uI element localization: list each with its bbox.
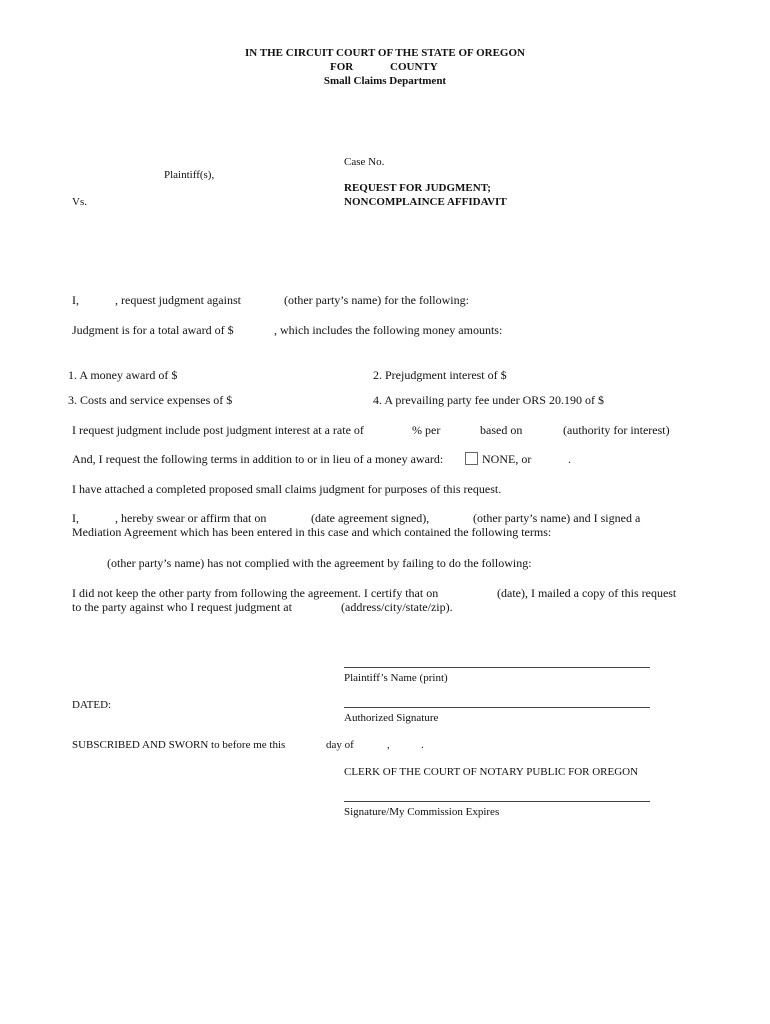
none-or-label: NONE, or <box>482 452 532 466</box>
day-of-label: day of <box>326 739 354 751</box>
commission-expires-label: Signature/My Commission Expires <box>344 806 500 818</box>
mailing-address-label: to the party against who I request judgment at <box>72 600 292 614</box>
document-title-line1: REQUEST FOR JUDGMENT; <box>344 182 491 194</box>
money-award-item: 1. A money award of $ <box>68 368 178 382</box>
terms-period: . <box>568 452 571 466</box>
authorized-signature-line[interactable] <box>344 707 650 708</box>
case-number-label: Case No. <box>344 156 385 168</box>
includes-amounts-label: , which includes the following money amounts: <box>274 323 503 337</box>
dated-label: DATED: <box>72 699 112 711</box>
interest-authority: (authority for interest) <box>563 423 670 437</box>
request-other-party: (other party’s name) for the following: <box>284 293 469 307</box>
noncompliance-statement: (other party’s name) has not complied with the agreement by failing to do the following: <box>107 556 532 570</box>
commission-signature-line[interactable] <box>344 801 650 802</box>
additional-terms-label: And, I request the following terms in addition to or in lieu of a money award: <box>72 452 444 466</box>
versus-label: Vs. <box>72 196 87 208</box>
mailing-address-hint: (address/city/state/zip). <box>341 600 453 614</box>
document-title-line2: NONCOMPLAINCE AFFIDAVIT <box>344 196 507 208</box>
swear-other-party: (other party’s name) and I signed a <box>473 511 641 525</box>
plaintiff-label: Plaintiff(s), <box>164 169 215 181</box>
request-judgment-against: , request judgment against <box>115 293 241 307</box>
court-header-for: FOR <box>330 61 354 73</box>
interest-percent-per: % per <box>412 423 441 437</box>
certify-mailing-date: (date), I mailed a copy of this request <box>497 586 677 600</box>
certify-mailing-label: I did not keep the other party from following the agreement. I certify that on <box>72 586 439 600</box>
sworn-comma: , <box>387 739 390 751</box>
post-judgment-interest-label: I request judgment include post judgment interest at a rate of <box>72 423 364 437</box>
subscribed-sworn-label: SUBSCRIBED AND SWORN to before me this <box>72 739 286 751</box>
authorized-signature-label: Authorized Signature <box>344 712 439 724</box>
none-checkbox[interactable] <box>465 452 478 465</box>
swear-date-signed: (date agreement signed), <box>311 511 430 525</box>
court-header-line1: IN THE CIRCUIT COURT OF THE STATE OF OREGON <box>245 47 525 59</box>
total-award-label: Judgment is for a total award of $ <box>72 323 234 337</box>
prejudgment-interest-item: 2. Prejudgment interest of $ <box>373 368 507 382</box>
sworn-period: . <box>421 739 424 751</box>
prevailing-party-fee-item: 4. A prevailing party fee under ORS 20.190 of $ <box>373 393 604 407</box>
plaintiff-name-line[interactable] <box>344 667 650 668</box>
court-header-department: Small Claims Department <box>323 75 447 87</box>
court-header-county: COUNTY <box>390 61 438 73</box>
swear-affirm-label: , hereby swear or affirm that on <box>115 511 267 525</box>
request-i: I, <box>72 293 79 307</box>
costs-expenses-item: 3. Costs and service expenses of $ <box>68 393 233 407</box>
swear-i: I, <box>72 511 79 525</box>
mediation-agreement-line: Mediation Agreement which has been entered in this case and which contained the following terms: <box>72 525 552 539</box>
interest-based-on: based on <box>480 423 523 437</box>
attached-judgment-statement: I have attached a completed proposed small claims judgment for purposes of this request. <box>72 482 502 496</box>
plaintiff-name-label: Plaintiff’s Name (print) <box>344 672 448 684</box>
clerk-notary-label: CLERK OF THE COURT OF NOTARY PUBLIC FOR OREGON <box>344 766 639 778</box>
